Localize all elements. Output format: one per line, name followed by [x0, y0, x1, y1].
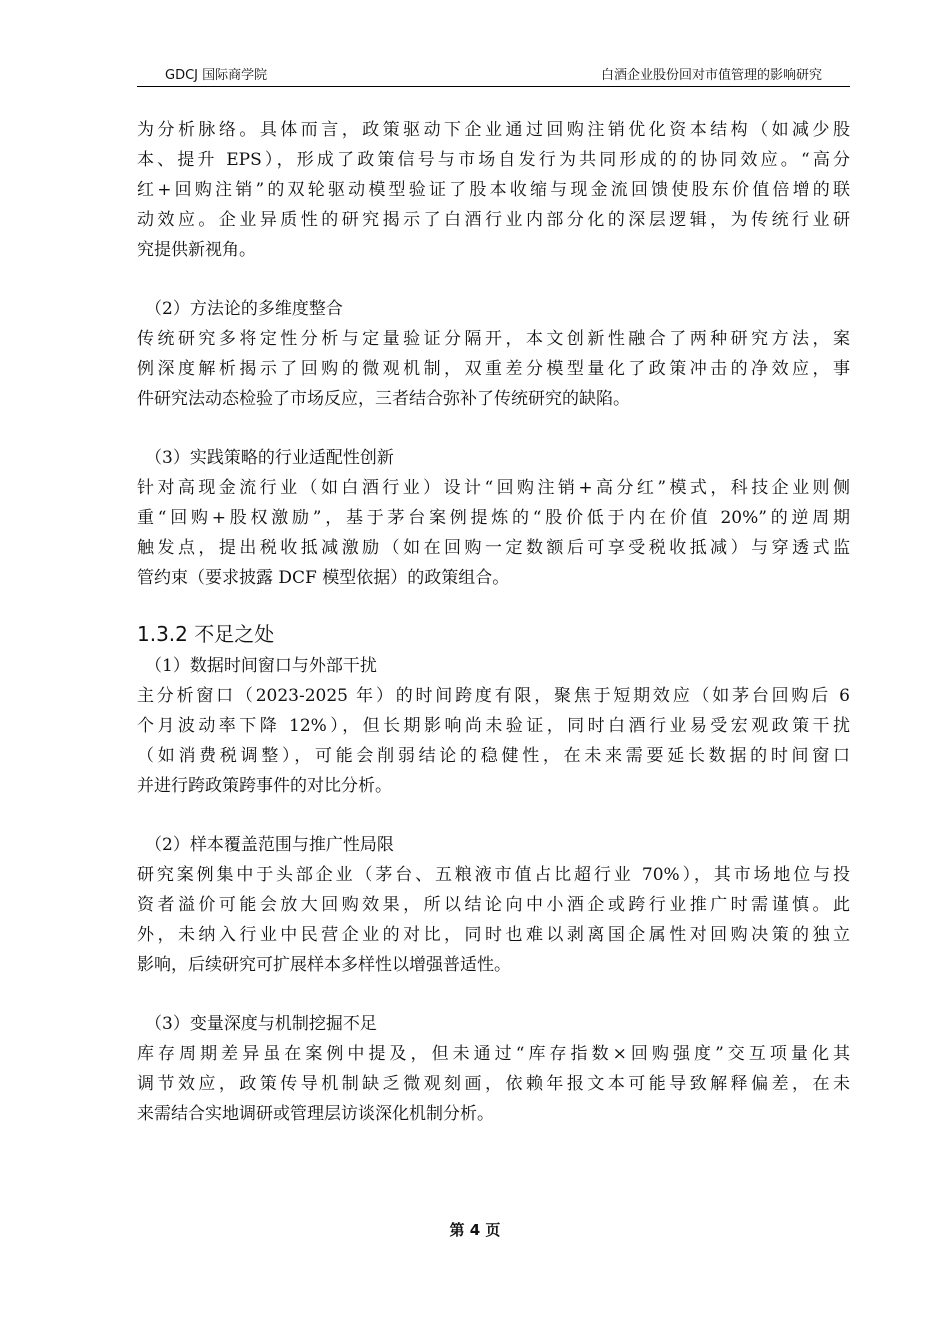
text-line: 红+回购注销”的双轮驱动模型验证了股本收缩与现金流回馈使股东价值倍增的联	[137, 180, 850, 200]
paragraph-data-window	[137, 681, 850, 801]
section-title: 1.3.2 不足之处	[137, 622, 275, 646]
subheading-sample-scope: （2）样本覆盖范围与推广性局限	[145, 835, 394, 855]
text-line: 库存周期差异虽在案例中提及，但未通过“库存指数×回购强度”交互项量化其	[137, 1044, 850, 1064]
text-line: 外，未纳入行业中民营企业的对比，同时也难以剥离国企属性对回购决策的独立	[137, 925, 850, 945]
text-line: 主分析窗口（2023-2025 年）的时间跨度有限，聚焦于短期效应（如茅台回购后 6	[137, 686, 850, 706]
text-line: 触发点，提出税收抵减激励（如在回购一定数额后可享受税收抵减）与穿透式监	[137, 538, 850, 558]
subheading-practice: （3）实践策略的行业适配性创新	[145, 448, 394, 468]
paragraph-variable-depth	[137, 1039, 850, 1129]
text-line: 研究案例集中于头部企业（茅台、五粮液市值占比超行业 70%），其市场地位与投	[137, 865, 850, 885]
subheading-methodology: （2）方法论的多维度整合	[145, 299, 343, 319]
page-number: 第 4 页	[449, 1221, 501, 1239]
text-line: 来需结合实地调研或管理层访谈深化机制分析。	[137, 1104, 494, 1124]
page-header	[137, 66, 850, 87]
text-line: （如消费税调整），可能会削弱结论的稳健性，在未来需要延长数据的时间窗口	[137, 746, 850, 766]
paragraph-methodology	[137, 324, 850, 414]
paragraph-sample-scope	[137, 860, 850, 980]
text-line: 个月波动率下降 12%），但长期影响尚未验证，同时白酒行业易受宏观政策干扰	[137, 716, 850, 736]
text-line: 影响，后续研究可扩展样本多样性以增强普适性。	[137, 955, 511, 975]
text-line: 本、提升 EPS），形成了政策信号与市场自发行为共同形成的的协同效应。“高分	[137, 150, 850, 170]
text-line: 针对高现金流行业（如白酒行业）设计“回购注销+高分红”模式，科技企业则侧	[137, 478, 850, 498]
text-line: 件研究法动态检验了市场反应，三者结合弥补了传统研究的缺陷。	[137, 389, 630, 409]
text-line: 并进行跨政策跨事件的对比分析。	[137, 776, 392, 796]
text-line: 重“回购+股权激励”，基于茅台案例提炼的“股价低于内在价值 20%”的逆周期	[137, 508, 850, 528]
text-line: 究提供新视角。	[137, 240, 256, 260]
header-left-text: GDCJ 国际商学院	[165, 68, 268, 83]
subheading-data-window: （1）数据时间窗口与外部干扰	[145, 656, 377, 676]
page-content	[137, 115, 850, 1129]
paragraph-contributions	[137, 115, 850, 265]
text-line: 动效应。企业异质性的研究揭示了白酒行业内部分化的深层逻辑，为传统行业研	[137, 210, 850, 230]
text-line: 为分析脉络。具体而言，政策驱动下企业通过回购注销优化资本结构（如减少股	[137, 120, 850, 140]
header-right-text: 白酒企业股份回对市值管理的影响研究	[600, 68, 822, 83]
text-line: 管约束（要求披露 DCF 模型依据）的政策组合。	[137, 568, 510, 588]
text-line: 传统研究多将定性分析与定量验证分隔开，本文创新性融合了两种研究方法，案	[137, 329, 850, 349]
subheading-variable-depth: （3）变量深度与机制挖掘不足	[145, 1014, 377, 1034]
text-line: 例深度解析揭示了回购的微观机制，双重差分模型量化了政策冲击的净效应，事	[137, 359, 850, 379]
text-line: 资者溢价可能会放大回购效果，所以结论向中小酒企或跨行业推广时需谨慎。此	[137, 895, 850, 915]
text-line: 调节效应，政策传导机制缺乏微观刻画，依赖年报文本可能导致解释偏差，在未	[137, 1074, 850, 1094]
paragraph-practice	[137, 473, 850, 593]
